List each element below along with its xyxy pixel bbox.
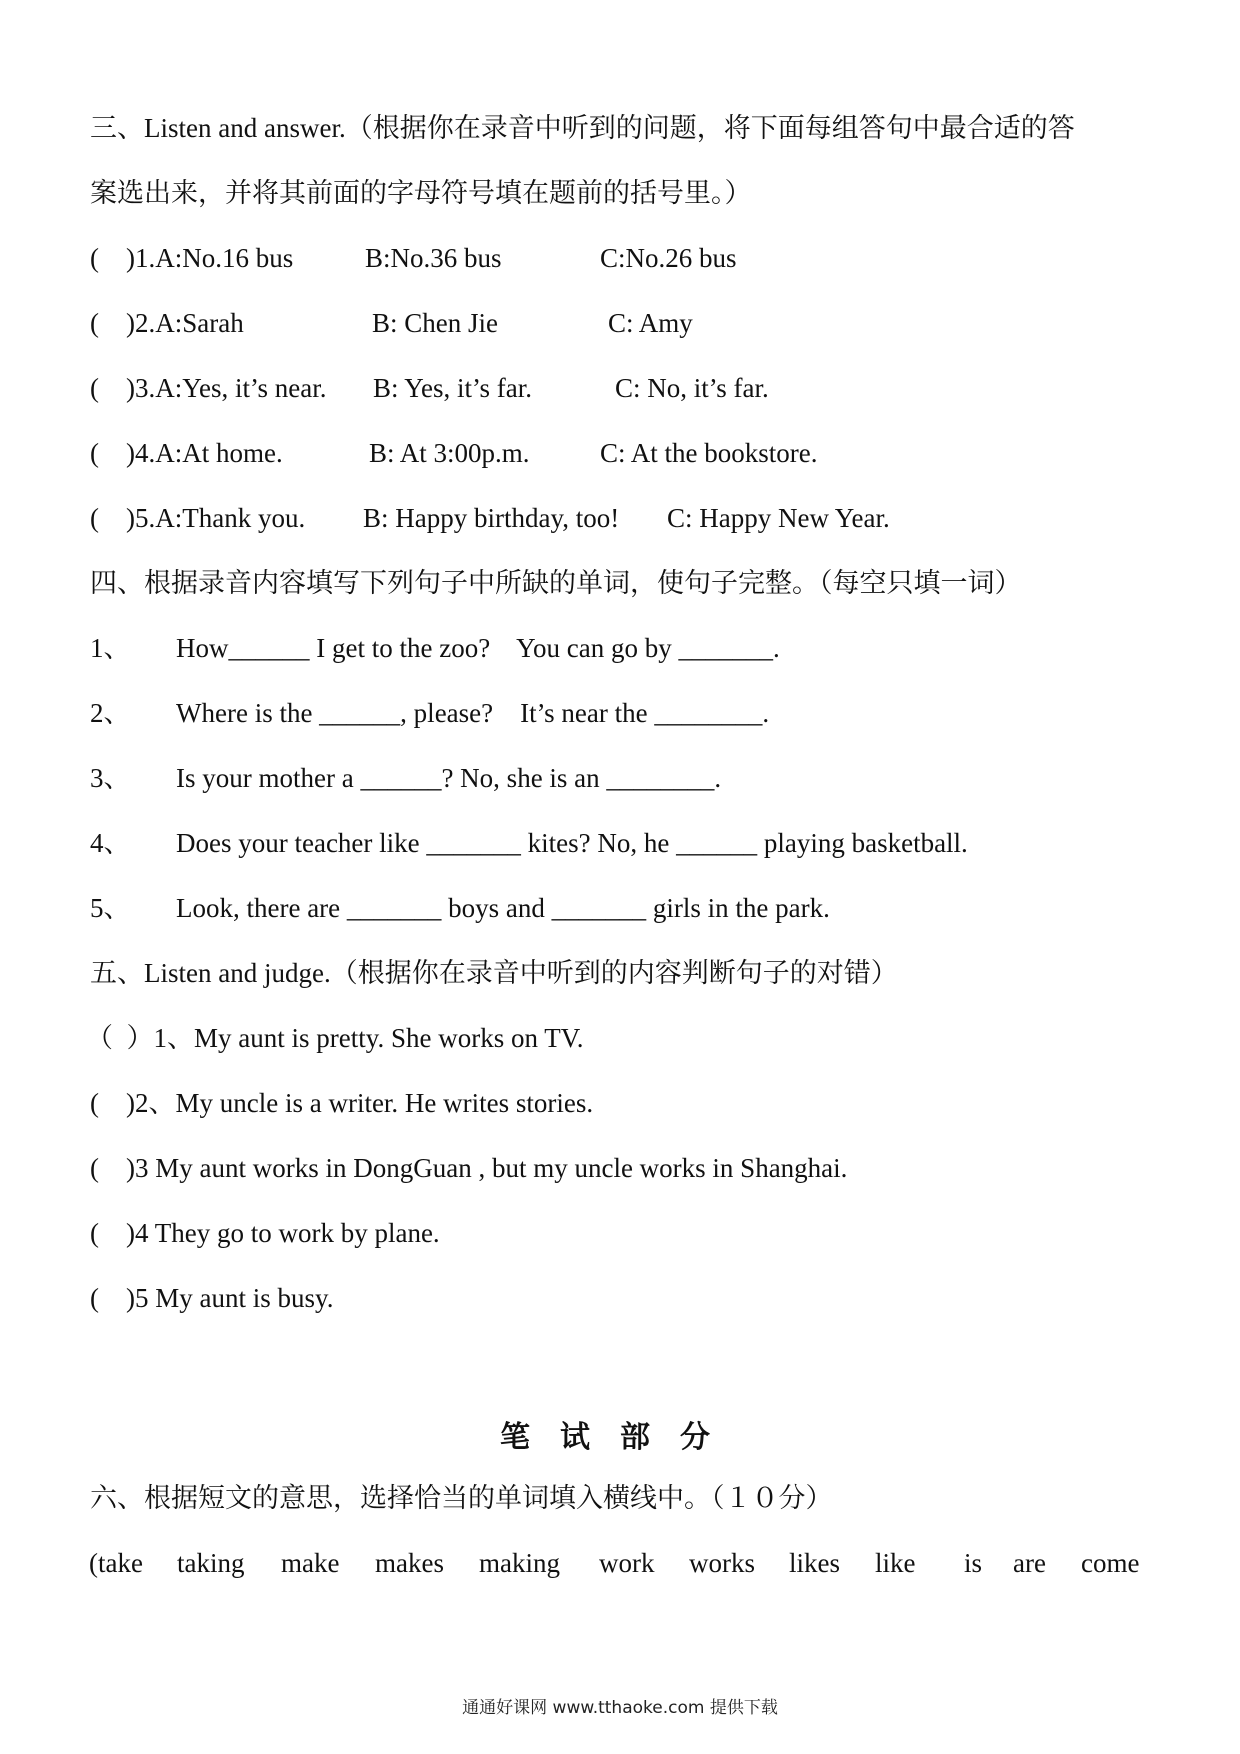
item-sentence: Is your mother a ______? No, she is an ________. xyxy=(176,763,722,793)
item-number: 4、 xyxy=(90,828,131,858)
section5-item-1: （ ）1、My aunt is pretty. She works on TV. xyxy=(86,1023,584,1053)
word-bank-item: is xyxy=(964,1548,983,1578)
item-number: 5、 xyxy=(90,893,131,923)
item-option-b: B: Yes, it’s far. xyxy=(373,373,533,403)
word-bank-item: work xyxy=(599,1548,655,1578)
item-option-a: ( )4.A:At home. xyxy=(90,438,283,468)
page-footer: 通通好课网 www.tthaoke.com 提供下载 xyxy=(462,1698,778,1718)
item-option-c: C: At the bookstore. xyxy=(600,438,818,468)
word-bank-item: likes xyxy=(789,1548,840,1578)
item-option-c: C: No, it’s far. xyxy=(615,373,769,403)
item-option-c: C: Amy xyxy=(608,308,693,338)
item-option-b: B:No.36 bus xyxy=(365,243,502,273)
item-number: 3、 xyxy=(90,763,131,793)
item-option-a: ( )3.A:Yes, it’s near. xyxy=(90,373,327,403)
word-bank-item: making xyxy=(479,1548,560,1578)
word-bank-item: come xyxy=(1081,1548,1140,1578)
section5-item-4: ( )4 They go to work by plane. xyxy=(90,1218,440,1248)
item-option-b: B: Chen Jie xyxy=(372,308,498,338)
section4-heading: 四、根据录音内容填写下列句子中所缺的单词，使句子完整。（每空只填一词） xyxy=(90,568,1022,598)
item-number: 2、 xyxy=(90,698,131,728)
word-bank-item: taking xyxy=(177,1548,245,1578)
section3-heading-line1: 三、Listen and answer.（根据你在录音中听到的问题，将下面每组答句中最合适的答 xyxy=(90,113,1075,143)
section5-heading: 五、Listen and judge.（根据你在录音中听到的内容判断句子的对错） xyxy=(90,958,898,988)
section5-item-3: ( )3 My aunt works in DongGuan , but my uncle works in Shanghai. xyxy=(90,1153,848,1183)
item-option-c: C: Happy New Year. xyxy=(667,503,890,533)
section5-item-2: ( )2、My uncle is a writer. He writes stories. xyxy=(90,1088,594,1118)
section5-item-5: ( )5 My aunt is busy. xyxy=(90,1283,334,1313)
item-sentence: How______ I get to the zoo? You can go by _______. xyxy=(176,633,780,663)
item-option-b: B: Happy birthday, too! xyxy=(363,503,620,533)
word-bank-item: like xyxy=(875,1548,916,1578)
section3-heading-line2: 案选出来，并将其前面的字母符号填在题前的括号里。） xyxy=(90,178,752,208)
written-part-title: 笔试部分 xyxy=(500,1420,740,1455)
item-sentence: Look, there are _______ boys and _______ girls in the park. xyxy=(176,893,830,923)
word-bank-item: make xyxy=(281,1548,340,1578)
word-bank-item: are xyxy=(1013,1548,1046,1578)
word-bank-item: makes xyxy=(375,1548,444,1578)
item-option-b: B: At 3:00p.m. xyxy=(369,438,530,468)
word-bank-item: (take xyxy=(89,1548,143,1578)
item-option-a: ( )5.A:Thank you. xyxy=(90,503,306,533)
item-option-a: ( )2.A:Sarah xyxy=(90,308,244,338)
item-sentence: Does your teacher like _______ kites? No, he ______ playing basketball. xyxy=(176,828,968,858)
item-option-a: ( )1.A:No.16 bus xyxy=(90,243,294,273)
item-option-c: C:No.26 bus xyxy=(600,243,737,273)
item-sentence: Where is the ______, please? It’s near the ________. xyxy=(176,698,770,728)
word-bank-item: works xyxy=(689,1548,755,1578)
item-number: 1、 xyxy=(90,633,131,663)
section6-heading: 六、根据短文的意思，选择恰当的单词填入横线中。（１０分） xyxy=(90,1483,833,1513)
